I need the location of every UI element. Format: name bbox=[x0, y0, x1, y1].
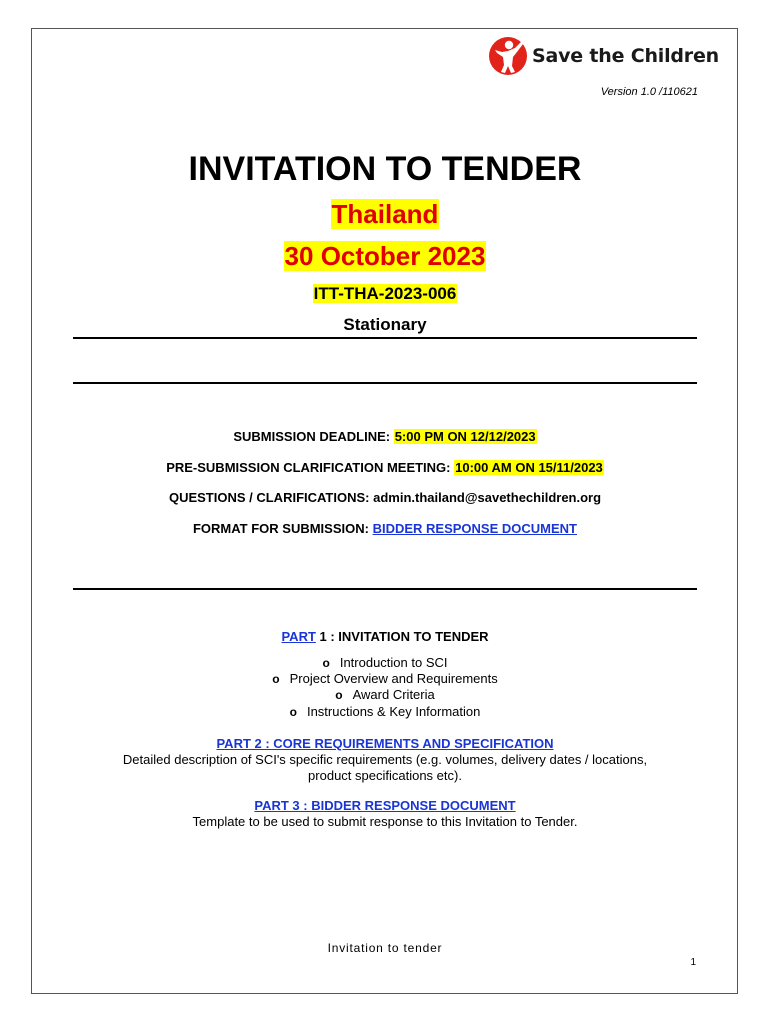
bidder-response-link[interactable]: BIDDER RESPONSE DOCUMENT bbox=[372, 521, 577, 536]
list-item: o Instructions & Key Information bbox=[289, 704, 481, 719]
part2-description-line: Detailed description of SCI's specific requirements (e.g. volumes, delivery dates / locations, bbox=[122, 752, 648, 767]
page-number: 1 bbox=[690, 957, 696, 968]
list-item: o Introduction to SCI bbox=[322, 655, 448, 670]
part3-description: Template to be used to submit response to this Invitation to Tender. bbox=[192, 814, 578, 829]
save-the-children-logo bbox=[488, 36, 719, 76]
tender-reference: ITT-THA-2023-006 bbox=[313, 284, 457, 303]
part1-link[interactable]: PART bbox=[281, 629, 316, 644]
list-item: o Project Overview and Requirements bbox=[272, 671, 498, 686]
divider-line bbox=[73, 337, 697, 339]
document-title: INVITATION TO TENDER bbox=[188, 150, 582, 188]
deadline-value: 5:00 PM ON 12/12/2023 bbox=[394, 429, 536, 444]
part3-heading bbox=[0, 798, 770, 813]
divider-line bbox=[73, 382, 697, 384]
part1-heading: PART 1 : INVITATION TO TENDER bbox=[281, 629, 489, 644]
divider-line bbox=[73, 588, 697, 590]
part3-link[interactable]: PART 3 : BIDDER RESPONSE DOCUMENT bbox=[254, 798, 516, 813]
tender-subject: Stationary bbox=[343, 315, 427, 334]
list-item: o Award Criteria bbox=[335, 687, 435, 702]
version-label: Version 1.0 /110621 bbox=[600, 86, 698, 98]
clarification-meeting: PRE-SUBMISSION CLARIFICATION MEETING: 10:00 AM ON 15/11/2023 bbox=[166, 460, 603, 475]
part2-description-line: product specifications etc). bbox=[308, 768, 462, 783]
part2-heading bbox=[0, 736, 770, 751]
submission-format: FORMAT FOR SUBMISSION: BIDDER RESPONSE DOCUMENT bbox=[192, 521, 577, 536]
country-heading: Thailand bbox=[331, 199, 439, 229]
logo-text: Save the Children bbox=[532, 45, 719, 67]
date-heading: 30 October 2023 bbox=[284, 241, 486, 271]
questions-contact: QUESTIONS / CLARIFICATIONS: admin.thailand@savethechildren.org bbox=[168, 490, 602, 505]
child-figure-icon bbox=[488, 36, 528, 76]
submission-deadline: SUBMISSION DEADLINE: 5:00 PM ON 12/12/2023 bbox=[233, 429, 536, 444]
part2-link[interactable]: PART 2 : CORE REQUIREMENTS AND SPECIFICATION bbox=[216, 736, 554, 751]
page-footer: Invitation to tender bbox=[327, 941, 443, 955]
meeting-value: 10:00 AM ON 15/11/2023 bbox=[455, 460, 603, 475]
